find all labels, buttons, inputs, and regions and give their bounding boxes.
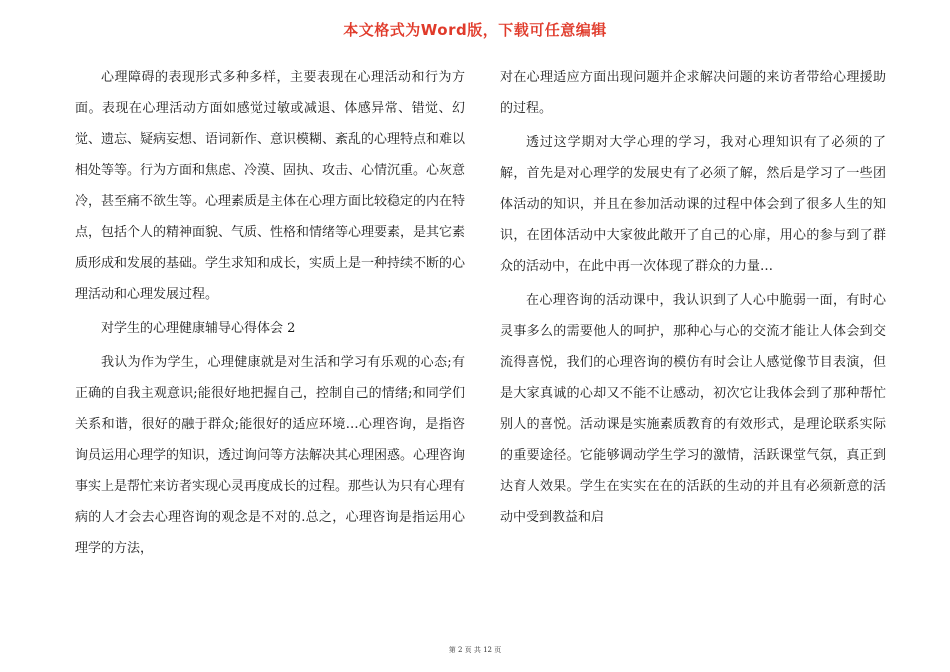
right-column [500,62,886,533]
paragraph-psychological-disorders: 心理障碍的表现形式多种多样，主要表现在心理活动和行为方面。表现在心理活动方面如感觉过敏或减退、体感异常、错觉、幻觉、遗忘、疑病妄想、语词新作、意识模糊、紊乱的心理特点和难以相处等等。行为方面和焦虑、冷漠、固执、攻击、心情沉重。心灰意冷，甚至痛不欲生等。心理素质是主体在心理方面比较稳定的内在特点，包括个人的精神面貌、气质、性格和情绪等心理要素，是其它素质形成和发展的基础。学生求知和成长，实质上是一种持续不断的心理活动和心理发展过程。 [75,70,466,302]
paragraph-semester-learning: 透过这学期对大学心理的学习，我对心理知识有了必须的了解，首先是对心理学的发展史有了必须了解，然后是学习了一些团体活动的知识，并且在参加活动课的过程中体会到了很多人生的知识，在团体活动中大家彼此敞开了自己的心扉，用心的参与到了群众的活动中，在此中再一次体现了群众的力量… [500,135,886,274]
paragraph-counseling-activity: 在心理咨询的活动课中，我认识到了人心中脆弱一面，有时心灵事多么的需要他人的呵护，那种心与心的交流才能让人体会到交流得喜悦，我们的心理咨询的模仿有时会让人感觉像节目表演，但是大家真诚的心却又不能不让感动，初次它让我体会到了那种帮忙别人的喜悦。活动课是实施素质教育的有效形式，是理论联系实际的重要途径。它能够调动学生学习的激情，活跃课堂气氛，真正到达育人效果。学生在实实在在的活跃的生动的并且有必须新意的活动中受到教益和启 [500,293,886,525]
section-heading: 对学生的心理健康辅导心得体会 2 [101,321,296,336]
left-column [75,62,465,564]
paragraph-student-mental-health: 我认为作为学生，心理健康就是对生活和学习有乐观的心态;有正确的自我主观意识;能很好地把握自己，控制自己的情绪;和同学们关系和谐，很好的融于群众;能很好的适应环境…心理咨询，是指咨询员运用心理学的知识，透过询问等方法解决其心理困惑。心理咨询事实上是帮忙来访者实现心灵再度成长的过程。那些认为只有心理有病的人才会去心理咨询的观念是不对的.总之，心理咨询是指运用心理学的方法， [75,355,466,556]
page-number: 第 2 页 共 12 页 [448,646,502,654]
format-banner: 本文格式为Word版，下载可任意编辑 [343,21,607,39]
paragraph-continuation: 对在心理适应方面出现问题并企求解决问题的来访者带给心理援助的过程。 [500,70,886,116]
